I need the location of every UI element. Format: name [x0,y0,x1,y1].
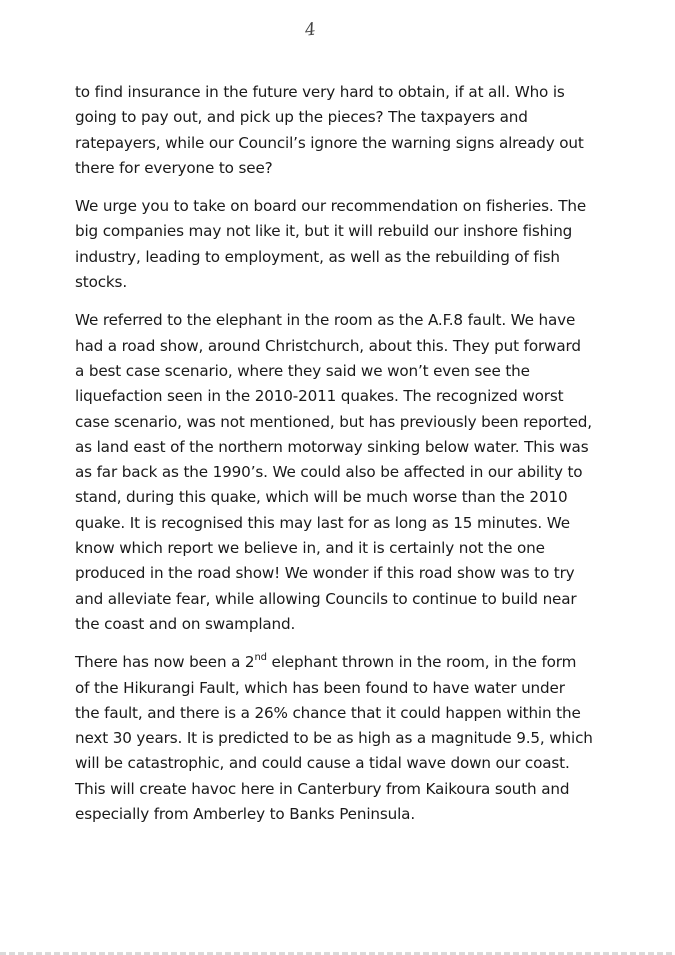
text-line: industry, leading to employment, as well as the rebuilding of fish [75,247,560,266]
text-line: This will create havoc here in Canterbury from Kaikoura south and [75,779,570,798]
text-line: had a road show, around Christchurch, about this. They put forward [75,336,581,355]
text-line: going to pay out, and pick up the pieces? The taxpayers and [75,108,528,127]
text-line: to find insurance in the future very hard to obtain, if at all. Who is [75,83,565,101]
text-line: of the Hikurangi Fault, which has been found to have water under [75,678,565,697]
paragraph-af8-fault [75,308,615,637]
paragraph-fisheries [75,194,615,295]
text-line: stand, during this quake, which will be much worse than the 2010 [75,488,568,507]
text-line: next 30 years. It is predicted to be as high as a magnitude 9.5, which [75,729,593,748]
text-line: especially from Amberley to Banks Peninsula. [75,805,416,824]
letter-body [75,80,615,840]
text-line: liquefaction seen in the 2010-2011 quakes. The recognized worst [75,387,564,406]
paragraph-hikurangi-fault [75,650,615,827]
text-line: ratepayers, while our Council’s ignore the warning signs already out [75,133,584,152]
text-fragment: There has now been a 2 [75,653,255,672]
text-fragment: elephant thrown in the room, in the form [266,653,577,672]
text-line: a best case scenario, where they said we won’t even see the [75,361,530,380]
text-line: produced in the road show! We wonder if this road show was to try [75,564,575,583]
text-line: We referred to the elephant in the room as the A.F.8 fault. We have [75,311,576,330]
text-line: stocks. [75,273,127,292]
text-line: quake. It is recognised this may last for as long as 15 minutes. We [75,513,570,532]
text-line: know which report we believe in, and it is certainly not the one [75,539,545,558]
text-line: big companies may not like it, but it will rebuild our inshore fishing [75,222,573,241]
text-line: the coast and on swampland. [75,614,296,633]
text-line: the fault, and there is a 26% chance that it could happen within the [75,703,581,722]
page-number: 4 [303,19,318,41]
text-line-first [75,650,615,675]
text-line: will be catastrophic, and could cause a tidal wave down our coast. [75,754,570,773]
text-line: as land east of the northern motorway sinking below water. This was [75,437,589,456]
text-line: there for everyone to see? [75,158,273,177]
text-line: case scenario, was not mentioned, but has previously been reported, [75,412,592,431]
paragraph-insurance [75,80,615,181]
ordinal-superscript: nd [254,652,267,664]
text-line: We urge you to take on board our recommendation on fisheries. The [75,197,587,216]
text-line: and alleviate fear, while allowing Councils to continue to build near [75,589,577,608]
text-line: as far back as the 1990’s. We could also be affected in our ability to [75,463,583,482]
